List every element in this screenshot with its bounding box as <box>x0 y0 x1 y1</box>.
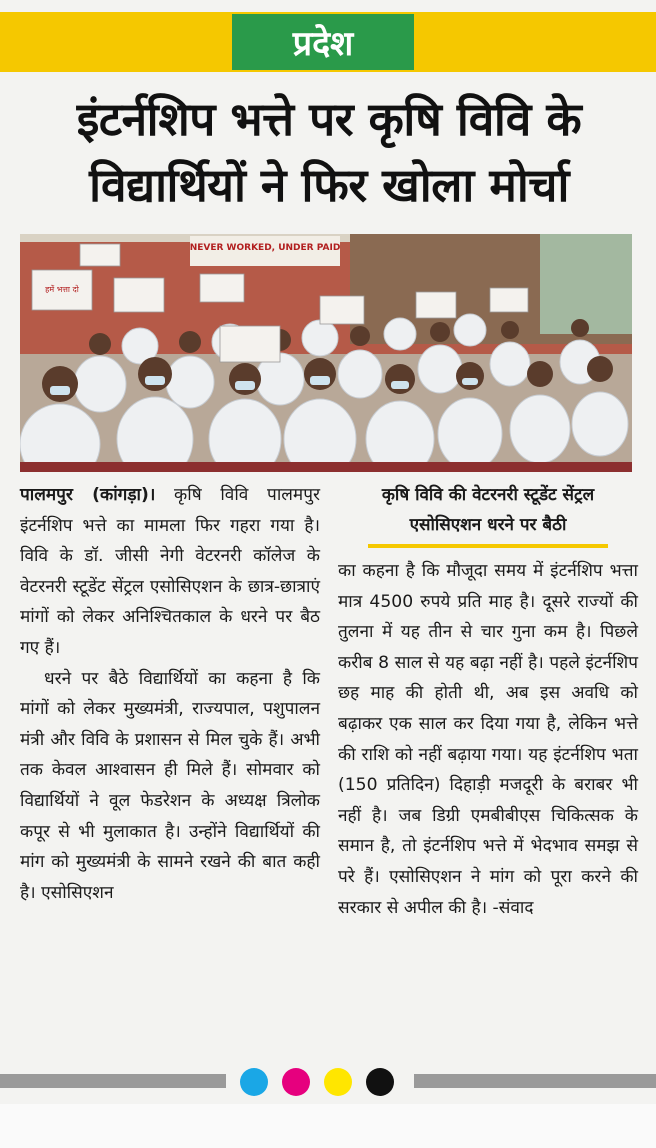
article-column-right <box>338 480 638 923</box>
section-label: प्रदेश <box>232 14 414 70</box>
headline-line-2: विद्यार्थियों ने फिर खोला मोर्चा <box>89 158 569 212</box>
banner-text: NEVER WORKED, UNDER PAID <box>189 243 341 253</box>
footer-strip <box>0 1104 656 1148</box>
article-paragraph-1 <box>20 480 320 664</box>
article-paragraph-3: का कहना है कि मौजूदा समय में इंटर्नशिप भत्ता मात्र 4500 रुपये प्रति माह है। दूसरे राज्यों की तुलना में यह तीन से चार गुना कम है। पिछले करीब 8 साल से यह बढ़ा नहीं है। पहले इंटर्नशिप छह माह की होती थी, अब इस अवधि को बढ़ाकर एक साल कर दिया गया है, लेकिन भत्ते की राशि को नहीं बढ़ाया गया। यह इंटर्नशिप भता (150 प्रतिदिन) दिहाड़ी मजदूरी के बराबर भी नहीं है। जब डिग्री एमबीबीएस चिकित्सक के समान है, तो इंटर्नशिप भत्ते में भेदभाव समझ से परे हैं। एसोसिएशन ने मांग को पूरा करने की सरकार से अपील की है। -संवाद <box>338 561 638 918</box>
protest-photo-illustration <box>20 234 632 472</box>
magenta-dot-icon <box>282 1068 310 1096</box>
article-paragraph-2: धरने पर बैठे विद्यार्थियों का कहना है कि मांगों को लेकर मुख्यमंत्री, राज्यपाल, पशुपालन मंत्री और विवि के प्रशासन से मिल चुके हैं। अभी तक केवल आश्वासन ही मिले हैं। सोमवार को विद्यार्थियों ने वूल फेडरेशन के अध्यक्ष त्रिलोक कपूर से भी मुलाकात है। उन्होंने विद्यार्थियों की मांग को मुख्यमंत्री के सामने रखने की बात कही है। एसोसिएशन <box>20 668 320 903</box>
photo-caption <box>338 480 638 540</box>
caption-line-2: एसोसिएशन धरने पर बैठी <box>409 515 567 535</box>
caption-line-1: कृषि विवि की वेटरनरी स्टूडेंट सेंट्रल <box>381 485 595 505</box>
caption-underline <box>368 544 608 548</box>
yellow-dot-icon <box>324 1068 352 1096</box>
dateline: पालमपुर (कांगड़ा)। <box>20 485 156 505</box>
article-column-left <box>20 480 320 908</box>
placard-text: हमें भत्ता दो <box>45 285 79 294</box>
headline <box>14 86 644 218</box>
cyan-dot-icon <box>240 1068 268 1096</box>
news-photo <box>20 234 632 472</box>
print-registration-bar <box>0 1068 656 1094</box>
article-paragraph-1-text: कृषि विवि पालमपुर इंटर्नशिप भत्ते का मामला फिर गहरा गया है। विवि के डॉ. जीसी नेगी वेटरनरी कॉलेज के वेटरनरी स्टूडेंट सेंट्रल एसोसिएशन के छात्र-छात्राएं मांगों को लेकर अनिश्चितकाल के धरने पर बैठ गए हैं। <box>20 485 320 658</box>
bar-left <box>0 1074 226 1088</box>
headline-line-1: इंटर्नशिप भत्ते पर कृषि विवि के <box>76 92 582 146</box>
bar-right <box>414 1074 656 1088</box>
black-dot-icon <box>366 1068 394 1096</box>
